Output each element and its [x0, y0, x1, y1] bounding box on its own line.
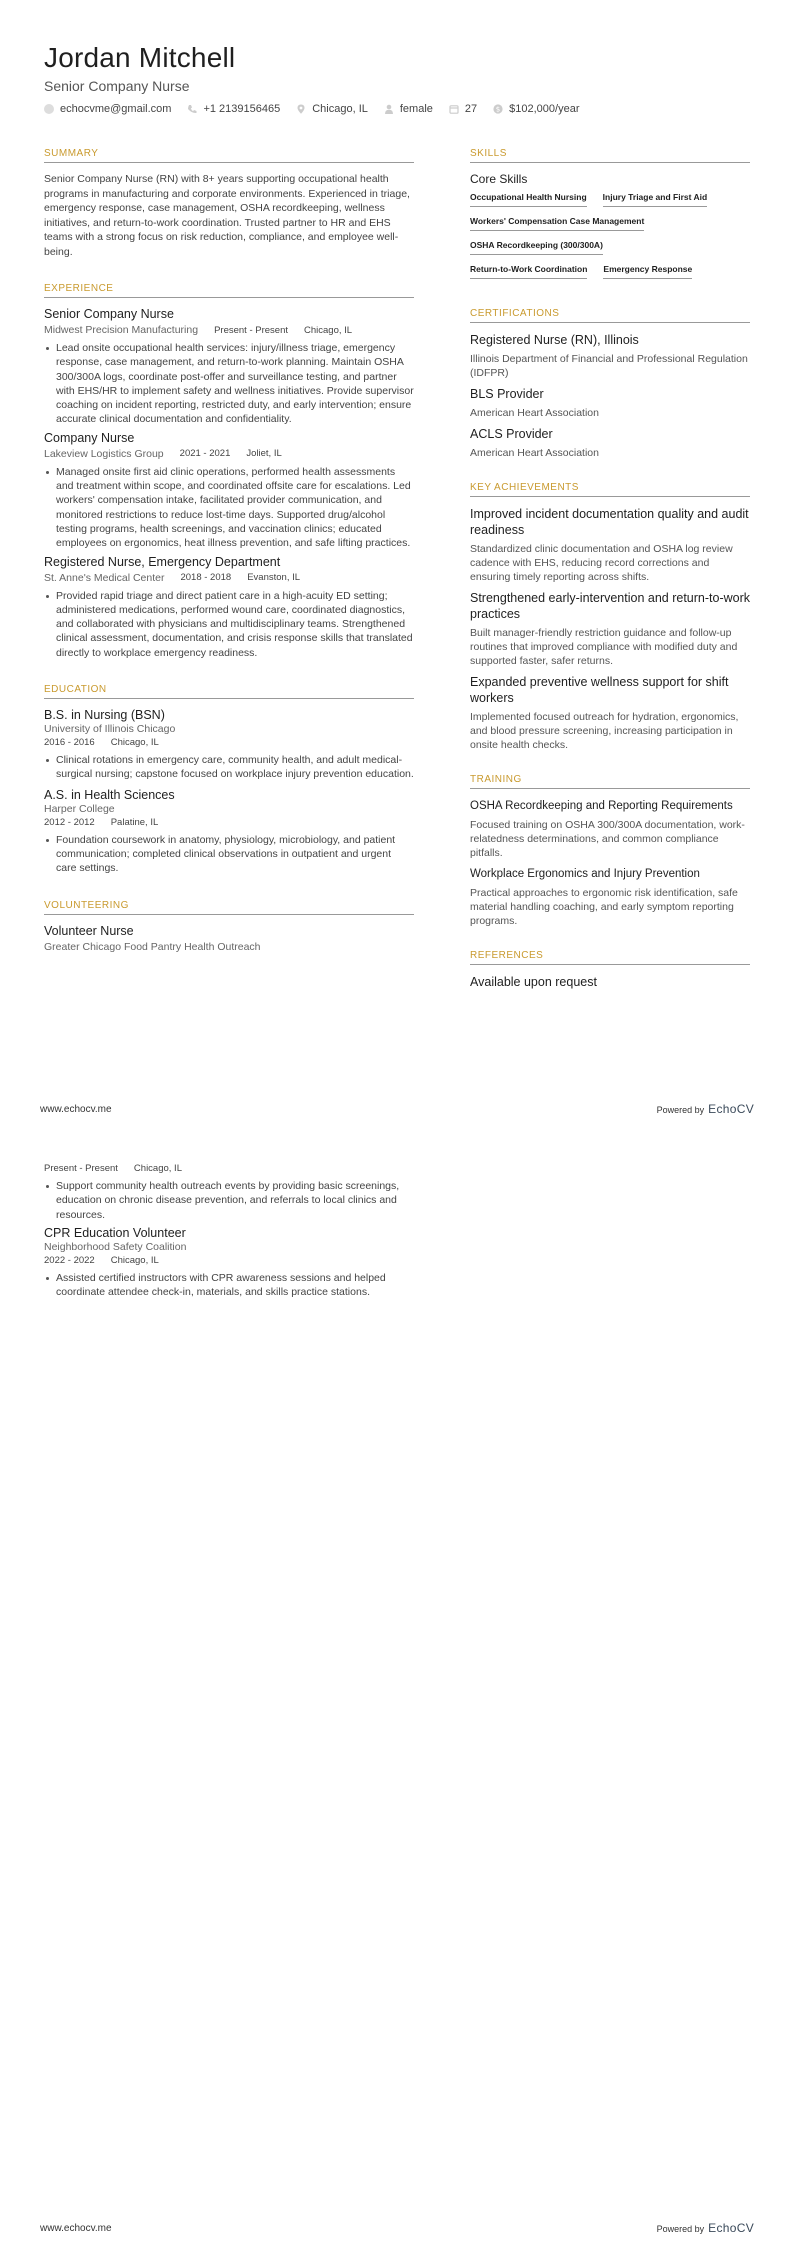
achievement-name: Strengthened early-intervention and return-to-work practices: [470, 591, 751, 621]
education-location: Chicago, IL: [110, 737, 159, 749]
right-column: [470, 148, 750, 994]
references-section: [470, 950, 750, 990]
experience-item: [44, 307, 414, 427]
email-value: echocvme@gmail.com: [60, 103, 172, 115]
summary-heading: SUMMARY: [44, 148, 414, 163]
job-dates: 2018 - 2018: [180, 572, 232, 584]
volunteer-meta: [44, 1163, 414, 1174]
certification-item: [470, 332, 750, 380]
experience-heading: EXPERIENCE: [44, 283, 414, 298]
employer: Lakeview Logistics Group: [44, 447, 164, 460]
degree: A.S. in Health Sciences: [44, 787, 175, 802]
phone-value: +1 2139156465: [203, 103, 281, 115]
skills-heading: SKILLS: [470, 148, 750, 163]
footer-powered-by: [657, 2221, 754, 2235]
volunteering-item-continued: [44, 1163, 414, 1222]
job-location: Evanston, IL: [247, 572, 301, 584]
skills-section: [470, 148, 750, 288]
contact-age: [449, 103, 477, 115]
training-name: OSHA Recordkeeping and Reporting Requirements: [470, 800, 733, 812]
left-column: [44, 148, 414, 955]
skill-tag: Workers' Compensation Case Management: [470, 216, 644, 231]
training-item: [470, 866, 750, 928]
left-column-continued: [44, 1163, 414, 1299]
volunteer-location: Chicago, IL: [133, 1163, 182, 1174]
references-heading: REFERENCES: [470, 950, 750, 965]
skill-tag: Injury Triage and First Aid: [603, 192, 708, 207]
education-bullet: Foundation coursework in anatomy, physiology, microbiology, and patient communication; completed clinical observations in outpatient and urgent care settings.: [44, 833, 414, 876]
achievement-item: [470, 590, 750, 668]
training-item: [470, 798, 750, 860]
education-heading: EDUCATION: [44, 684, 414, 699]
certification-issuer: American Heart Association: [470, 447, 599, 459]
volunteer-org: Neighborhood Safety Coalition: [44, 1240, 187, 1253]
volunteer-org: Greater Chicago Food Pantry Health Outreach: [44, 940, 261, 953]
person-icon: [384, 104, 394, 114]
skill-group-title: Core Skills: [470, 172, 528, 186]
job-meta: [44, 448, 414, 460]
powered-label: Powered by: [656, 2224, 705, 2234]
job-location: Chicago, IL: [304, 324, 353, 336]
achievements-heading: KEY ACHIEVEMENTS: [470, 482, 750, 497]
email-icon: [44, 104, 54, 114]
education-dates: 2016 - 2016: [44, 737, 95, 749]
job-location: Joliet, IL: [246, 448, 282, 460]
education-location: Palatine, IL: [110, 816, 159, 828]
school: University of Illinois Chicago: [44, 723, 176, 736]
education-meta: [44, 737, 414, 748]
skill-tag: Occupational Health Nursing: [470, 192, 587, 207]
certification-name: BLS Provider: [470, 387, 544, 401]
education-item: [44, 708, 414, 782]
education-section: [44, 684, 414, 875]
job-bullet: Lead onsite occupational health services: injury/illness triage, emergency response, case management, and return-to-work planning. Maintain OSHA 300/300A logs, coordinate post-offer and surveillance testing, and partner with EHS/HR to implement safety and wellness initiatives. Provide supervisor coaching on incident reporting, restricted duty, and early intervention; ensure accurate clinical documentation and confidentiality.: [44, 341, 414, 427]
skill-tag: OSHA Recordkeeping (300/300A): [470, 240, 603, 255]
brand-logo[interactable]: EchoCV: [708, 2221, 754, 2235]
contact-row: [44, 103, 596, 115]
education-item: [44, 788, 414, 876]
brand-logo[interactable]: EchoCV: [708, 1102, 754, 1116]
achievement-name: Improved incident documentation quality and audit readiness: [470, 507, 749, 537]
volunteering-heading: VOLUNTEERING: [44, 900, 414, 915]
school: Harper College: [44, 802, 115, 815]
achievement-desc: Standardized clinic documentation and OSHA log review cadence with EHS, reducing record corrections and ensuring timely reporting across shifts.: [470, 543, 733, 583]
contact-gender: [384, 103, 433, 115]
salary-value: $102,000/year: [509, 103, 580, 115]
achievement-item: [470, 674, 750, 752]
job-meta: [44, 324, 414, 336]
certification-name: ACLS Provider: [470, 427, 553, 441]
footer-url[interactable]: www.echocv.me: [40, 1104, 112, 1115]
achievement-item: [470, 506, 750, 584]
skill-tag: Return-to-Work Coordination: [470, 264, 587, 279]
experience-item: [44, 555, 414, 660]
experience-section: [44, 283, 414, 660]
contact-email[interactable]: [44, 103, 171, 115]
gender-value: female: [399, 103, 433, 115]
salary-icon: [493, 104, 503, 114]
job-bullet: Managed onsite first aid clinic operations, performed health assessments and treatment within scope, and coordinated offsite care for escalations. Led workers' compensation intake, facilitated provider communication, and monitored restrictions to reduce lost-time days. Supported drug/alcohol testing programs, health screenings, and vaccination clinics; educated employees on ergonomics, heat illness prevention, and safe lifting practices.: [44, 465, 414, 551]
education-meta: [44, 817, 414, 828]
training-name: Workplace Ergonomics and Injury Prevention: [470, 868, 700, 880]
summary-section: [44, 148, 414, 259]
contact-location: [296, 103, 368, 115]
employer: Midwest Precision Manufacturing: [44, 324, 199, 336]
location-value: Chicago, IL: [312, 103, 368, 115]
volunteer-meta: [44, 1255, 414, 1266]
job-dates: Present - Present: [214, 324, 288, 336]
volunteering-item: [44, 1226, 414, 1300]
volunteer-bullet: Assisted certified instructors with CPR awareness sessions and helped coordinate attendee check-in, materials, and skills practice stations.: [44, 1271, 414, 1300]
age-value: 27: [464, 103, 478, 115]
achievement-desc: Implemented focused outreach for hydration, ergonomics, and blood pressure screening, increasing participation in onsite health checks.: [470, 711, 739, 751]
volunteer-bullet: Support community health outreach events by providing basic screenings, education on chronic disease prevention, and referrals to local clinics and resources.: [44, 1179, 414, 1222]
certification-item: [470, 426, 750, 460]
volunteer-location: Chicago, IL: [110, 1254, 159, 1266]
powered-label: Powered by: [656, 1105, 705, 1115]
training-section: [470, 774, 750, 928]
volunteering-section: [44, 900, 414, 953]
certification-issuer: American Heart Association: [470, 407, 599, 419]
calendar-icon: [449, 104, 459, 114]
education-dates: 2012 - 2012: [44, 816, 95, 828]
employer: St. Anne's Medical Center: [44, 571, 165, 584]
contact-phone[interactable]: [187, 103, 280, 115]
degree: B.S. in Nursing (BSN): [44, 708, 165, 723]
certification-name: Registered Nurse (RN), Illinois: [470, 333, 639, 347]
job-title: Company Nurse: [44, 430, 135, 445]
job-title: Senior Company Nurse: [44, 307, 174, 321]
job-dates: 2021 - 2021: [179, 448, 231, 460]
references-text: Available upon request: [470, 975, 597, 989]
summary-text: Senior Company Nurse (RN) with 8+ years supporting occupational health programs in manufacturing and corporate environments. Experienced in triage, emergency response, case management, OSHA recordkeeping, wellness initiatives, and return-to-work coordination. Trusted partner to HR and EHS teams with a strong focus on risk reduction, compliance, and employee well-being.: [44, 173, 410, 258]
job-bullet: Provided rapid triage and direct patient care in a high-acuity ED setting; administered medications, performed wound care, coordinated diagnostics, and collaborated with physicians and multidisciplinary teams. Strengthened clinical assessment, documentation, and crisis response skills that translated directly to workplace emergency readiness.: [44, 589, 414, 660]
education-bullet: Clinical rotations in emergency care, community health, and adult medical-surgical nursing; capstone focused on workplace injury prevention education.: [44, 753, 414, 782]
skill-tags: [470, 192, 750, 288]
volunteer-title: CPR Education Volunteer: [44, 1225, 186, 1240]
contact-salary: [493, 103, 579, 115]
job-title: Registered Nurse, Emergency Department: [44, 554, 281, 569]
skill-tag: Emergency Response: [603, 264, 692, 279]
volunteering-item: [44, 924, 414, 953]
certification-item: [470, 386, 750, 420]
footer-url[interactable]: www.echocv.me: [40, 2223, 112, 2234]
training-heading: TRAINING: [470, 774, 750, 789]
phone-icon: [187, 104, 197, 114]
achievement-desc: Built manager-friendly restriction guidance and follow-up routines that improved compliance with modified duty and supported faster, safer returns.: [470, 627, 738, 667]
volunteer-title: Volunteer Nurse: [44, 923, 134, 938]
job-meta: [44, 572, 414, 584]
achievement-name: Expanded preventive wellness support for shift workers: [470, 675, 729, 705]
footer-powered-by: [657, 1102, 754, 1116]
training-desc: Focused training on OSHA 300/300A documentation, work-relatedness determinations, and common compliance pitfalls.: [470, 819, 745, 859]
candidate-headline: Senior Company Nurse: [44, 78, 190, 94]
resume-page-2: [0, 1123, 794, 2246]
certification-issuer: Illinois Department of Financial and Professional Regulation (IDFPR): [470, 353, 748, 379]
location-pin-icon: [296, 104, 306, 114]
certifications-heading: CERTIFICATIONS: [470, 308, 750, 323]
training-desc: Practical approaches to ergonomic risk identification, safe material handling coaching, and early symptom reporting programs.: [470, 887, 738, 927]
experience-item: [44, 431, 414, 551]
achievements-section: [470, 482, 750, 752]
certifications-section: [470, 308, 750, 460]
volunteer-dates: Present - Present: [44, 1163, 118, 1174]
volunteer-dates: 2022 - 2022: [44, 1254, 95, 1266]
svg-text:$: $: [495, 105, 501, 114]
candidate-name: Jordan Mitchell: [44, 42, 236, 73]
